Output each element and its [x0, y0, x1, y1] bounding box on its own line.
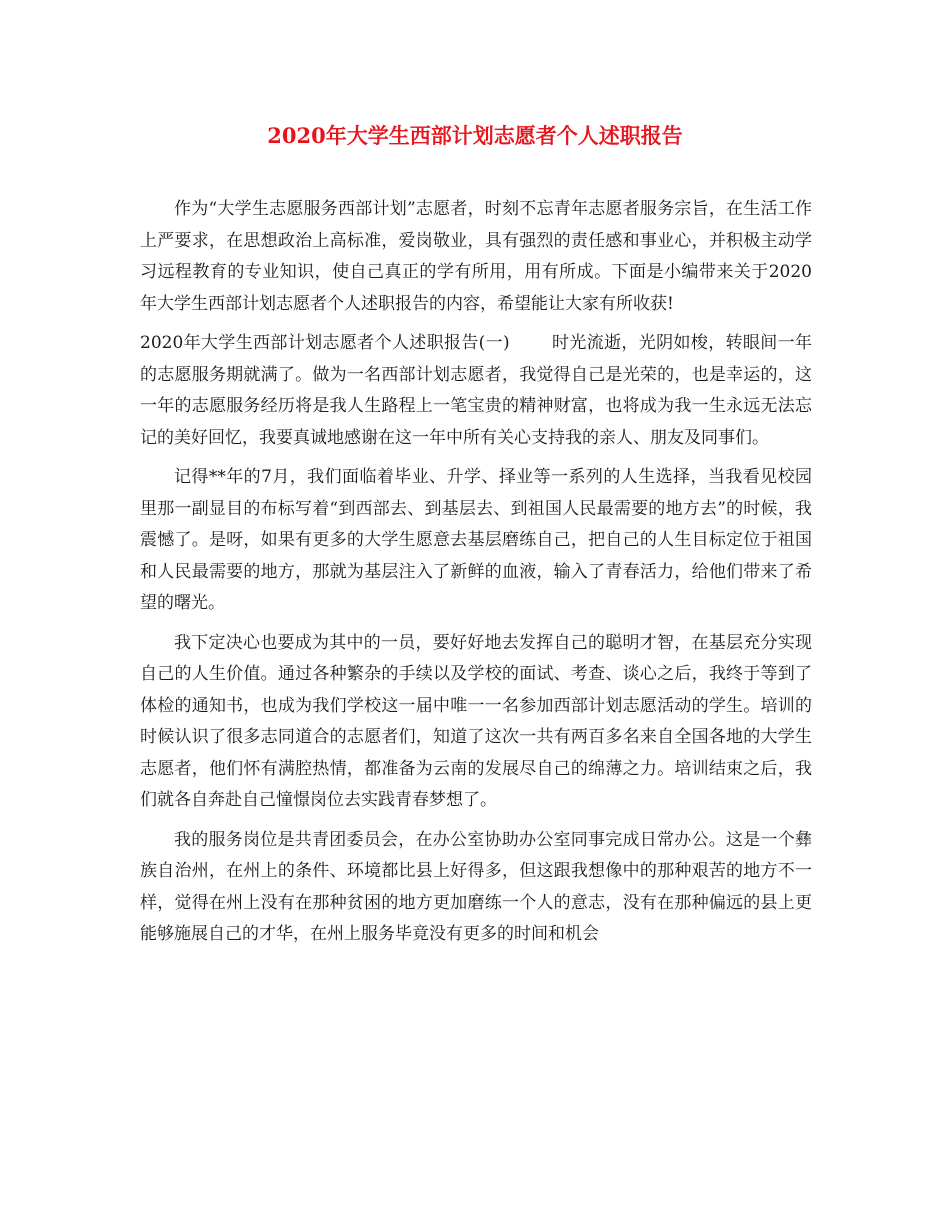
- section-paragraph: [140, 328, 812, 454]
- body-paragraph: 记得**年的7月，我们面临着毕业、升学、择业等一系列的人生选择，当我看见校园里那一副显目的布标写着“到西部去、到基层去、到祖国人民最需要的地方去”的时候，我震憾了。是呀，如果有更多的大学生愿意去基层磨练自己，把自己的人生目标定位于祖国和人民最需要的地方，那就为基层注入了新鲜的血液，输入了青春活力，给他们带来了希望的曙光。: [140, 467, 812, 613]
- section-heading: 2020年大学生西部计划志愿者个人述职报告(一): [140, 333, 510, 353]
- body-paragraph: 我的服务岗位是共青团委员会，在办公室协助办公室同事完成日常办公。这是一个彝族自治州，在州上的条件、环境都比县上好得多，但这跟我想像中的那种艰苦的地方不一样，觉得在州上没有在那种贫困的地方更加磨练一个人的意志，没有在那种偏远的县上更能够施展自己的才华，在州上服务毕竟没有更多的时间和机会: [140, 829, 812, 944]
- section-first-paragraph: 时光流逝，光阴如梭，转眼间一年的志愿服务期就满了。做为一名西部计划志愿者，我觉得自己是光荣的，也是幸运的，这一年的志愿服务经历将是我人生路程上一笔宝贵的精神财富，也将成为我一生永远无法忘记的美好回忆，我要真诚地感谢在这一年中所有关心支持我的亲人、朋友及同事们。: [140, 333, 812, 448]
- body-paragraph: 我下定决心也要成为其中的一员，要好好地去发挥自己的聪明才智，在基层充分实现自己的人生价值。通过各种繁杂的手续以及学校的面试、考查、谈心之后，我终于等到了体检的通知书，也成为我们学校这一届中唯一一名参加西部计划志愿活动的学生。培训的时候认识了很多志同道合的志愿者们，知道了这次一共有两百多名来自全国各地的大学生志愿者，他们怀有满腔热情，都准备为云南的发展尽自己的绵薄之力。培训结束之后，我们就各自奔赴自己憧憬岗位去实践青春梦想了。: [140, 632, 812, 810]
- intro-paragraph: 作为“大学生志愿服务西部计划”志愿者，时刻不忘青年志愿者服务宗旨，在生活工作上严要求，在思想政治上高标准，爱岗敬业，具有强烈的责任感和事业心，并积极主动学习远程教育的专业知识，使自己真正的学有所用，用有所成。下面是小编带来关于2020年大学生西部计划志愿者个人述职报告的内容，希望能让大家有所收获!: [140, 199, 812, 314]
- document-title: 2020年大学生西部计划志愿者个人述职报告: [267, 123, 683, 148]
- document-body: [140, 194, 812, 959]
